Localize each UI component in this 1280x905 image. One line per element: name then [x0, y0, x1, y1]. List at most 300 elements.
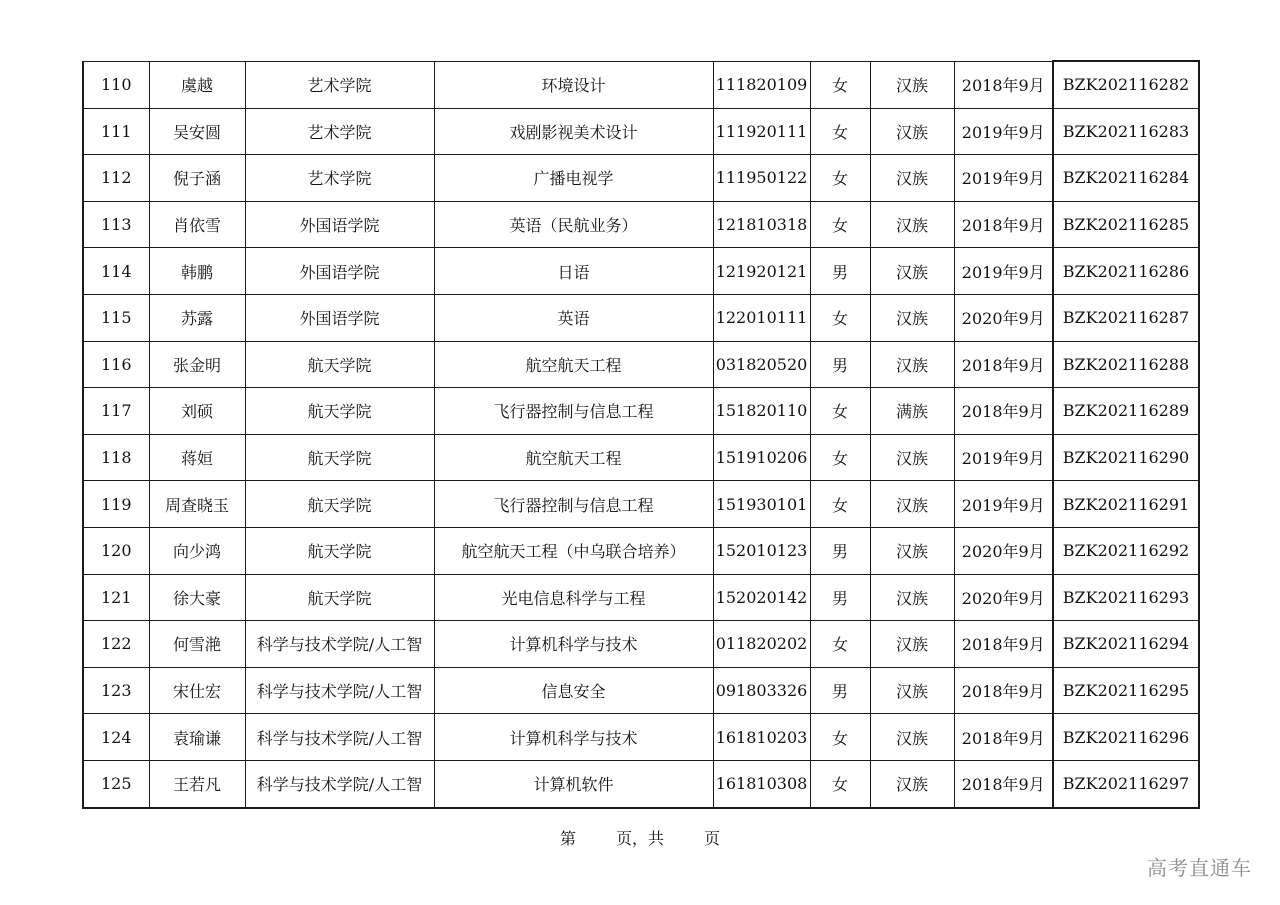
ethnicity: 满族 — [895, 402, 928, 422]
major-name-cell — [434, 760, 713, 807]
table-row — [83, 388, 1199, 435]
student-name-cell — [149, 248, 245, 295]
college-name-cell — [245, 341, 434, 388]
ethnicity-cell — [870, 527, 954, 574]
student-name-cell — [149, 155, 245, 202]
major-name-cell — [434, 481, 713, 528]
student-id-cell — [713, 527, 810, 574]
college-name-cell — [245, 201, 434, 248]
student-name: 韩鹏 — [180, 262, 213, 282]
student-id-cell — [713, 481, 810, 528]
gender: 男 — [831, 682, 848, 702]
college-name: 外国语学院 — [299, 309, 380, 329]
gender-cell — [810, 574, 870, 621]
table-row — [83, 667, 1199, 714]
gender-cell — [810, 61, 870, 108]
college-name-cell — [245, 667, 434, 714]
certificate-number-cell — [1053, 341, 1199, 388]
student-name: 肖依雪 — [172, 216, 221, 236]
college-name: 航天学院 — [307, 495, 372, 515]
student-name-cell — [149, 434, 245, 481]
college-name: 艺术学院 — [307, 169, 372, 189]
gender: 男 — [831, 588, 848, 608]
college-name: 艺术学院 — [307, 122, 372, 142]
student-name-cell — [149, 341, 245, 388]
gender: 女 — [831, 169, 848, 189]
ethnicity-cell — [870, 621, 954, 668]
ethnicity: 汉族 — [895, 682, 928, 702]
student-name: 宋仕宏 — [172, 682, 221, 702]
college-name-cell — [245, 621, 434, 668]
major-name-cell — [434, 155, 713, 202]
row-number: 115 — [100, 308, 132, 328]
ethnicity-cell — [870, 155, 954, 202]
row-number: 113 — [100, 215, 132, 235]
row-number-cell — [83, 155, 149, 202]
student-name-cell — [149, 108, 245, 155]
enrollment-date: 2018年9月 — [961, 775, 1045, 795]
college-name: 航天学院 — [307, 449, 372, 469]
major-name: 信息安全 — [541, 682, 606, 702]
gender: 女 — [831, 775, 848, 795]
ethnicity: 汉族 — [895, 309, 928, 329]
certificate-number-cell — [1053, 481, 1199, 528]
college-name-cell — [245, 294, 434, 341]
student-name: 吴安圆 — [172, 122, 221, 142]
student-id-cell — [713, 294, 810, 341]
gender: 女 — [831, 728, 848, 748]
gender-cell — [810, 388, 870, 435]
college-name: 科学与技术学院/人工智 — [256, 682, 423, 702]
ethnicity-cell — [870, 201, 954, 248]
major-name-cell — [434, 294, 713, 341]
student-name: 倪子涵 — [172, 169, 221, 189]
table-row — [83, 341, 1199, 388]
student-id-cell — [713, 61, 810, 108]
ethnicity: 汉族 — [895, 355, 928, 375]
enrollment-date: 2019年9月 — [961, 122, 1045, 142]
table-row — [83, 248, 1199, 295]
enrollment-date-cell — [954, 714, 1053, 761]
table-row — [83, 760, 1199, 807]
ethnicity-cell — [870, 388, 954, 435]
row-number-cell — [83, 248, 149, 295]
row-number: 122 — [100, 634, 132, 654]
student-name: 何雪滟 — [172, 635, 221, 655]
student-id-cell — [713, 108, 810, 155]
student-id: 111920111 — [715, 121, 808, 141]
major-name: 计算机软件 — [533, 775, 614, 795]
student-name-cell — [149, 388, 245, 435]
student-id-cell — [713, 248, 810, 295]
certificate-number-cell — [1053, 434, 1199, 481]
certificate-number: BZK202116296 — [1062, 727, 1190, 747]
student-id: 152020142 — [715, 587, 808, 607]
gender-cell — [810, 667, 870, 714]
enrollment-date: 2018年9月 — [961, 355, 1045, 375]
row-number: 123 — [100, 681, 132, 701]
major-name: 英语（民航业务） — [509, 216, 638, 236]
gender-cell — [810, 248, 870, 295]
row-number-cell — [83, 341, 149, 388]
watermark-text: 高考直通车 — [1147, 856, 1252, 880]
enrollment-date: 2019年9月 — [961, 495, 1045, 515]
row-number: 112 — [100, 168, 132, 188]
row-number: 116 — [100, 354, 132, 374]
certificate-number: BZK202116293 — [1062, 587, 1190, 607]
page-middle: 页，共 — [615, 829, 664, 848]
gender-cell — [810, 201, 870, 248]
major-name: 飞行器控制与信息工程 — [493, 402, 654, 422]
enrollment-date-cell — [954, 760, 1053, 807]
ethnicity: 汉族 — [895, 495, 928, 515]
certificate-number: BZK202116288 — [1062, 354, 1190, 374]
gender: 女 — [831, 122, 848, 142]
college-name: 航天学院 — [307, 355, 372, 375]
certificate-number: BZK202116287 — [1062, 308, 1190, 328]
row-number-cell — [83, 388, 149, 435]
enrollment-date-cell — [954, 61, 1053, 108]
major-name-cell — [434, 667, 713, 714]
certificate-number-cell — [1053, 714, 1199, 761]
college-name: 航天学院 — [307, 402, 372, 422]
college-name-cell — [245, 155, 434, 202]
major-name-cell — [434, 714, 713, 761]
student-name: 张金明 — [172, 355, 221, 375]
certificate-number-cell — [1053, 155, 1199, 202]
college-name-cell — [245, 434, 434, 481]
gender-cell — [810, 527, 870, 574]
row-number-cell — [83, 434, 149, 481]
roster-table — [82, 60, 1200, 809]
major-name-cell — [434, 248, 713, 295]
college-name-cell — [245, 248, 434, 295]
college-name-cell — [245, 108, 434, 155]
enrollment-date-cell — [954, 248, 1053, 295]
student-id: 122010111 — [715, 308, 808, 328]
student-name-cell — [149, 574, 245, 621]
student-id: 011820202 — [715, 634, 808, 654]
student-name: 徐大豪 — [172, 588, 221, 608]
college-name: 科学与技术学院/人工智 — [256, 635, 423, 655]
college-name-cell — [245, 574, 434, 621]
student-id: 121920121 — [715, 261, 808, 281]
student-id: 111950122 — [715, 168, 808, 188]
ethnicity: 汉族 — [895, 542, 928, 562]
certificate-number: BZK202116286 — [1062, 261, 1190, 281]
certificate-number: BZK202116283 — [1062, 121, 1190, 141]
certificate-number-cell — [1053, 294, 1199, 341]
certificate-number-cell — [1053, 760, 1199, 807]
ethnicity: 汉族 — [895, 449, 928, 469]
college-name-cell — [245, 714, 434, 761]
student-name: 刘硕 — [180, 402, 213, 422]
table-row — [83, 155, 1199, 202]
row-number-cell — [83, 481, 149, 528]
table-row — [83, 61, 1199, 108]
gender-cell — [810, 434, 870, 481]
row-number: 110 — [100, 75, 132, 95]
student-name-cell — [149, 481, 245, 528]
student-id: 151820110 — [715, 401, 808, 421]
enrollment-date: 2018年9月 — [961, 728, 1045, 748]
enrollment-date-cell — [954, 481, 1053, 528]
major-name: 计算机科学与技术 — [509, 728, 638, 748]
student-name: 向少鸿 — [172, 542, 221, 562]
ethnicity-cell — [870, 248, 954, 295]
ethnicity: 汉族 — [895, 122, 928, 142]
certificate-number: BZK202116285 — [1062, 215, 1190, 235]
certificate-number: BZK202116289 — [1062, 401, 1190, 421]
college-name: 外国语学院 — [299, 262, 380, 282]
student-name: 袁瑜谦 — [172, 728, 221, 748]
college-name: 外国语学院 — [299, 216, 380, 236]
ethnicity-cell — [870, 434, 954, 481]
enrollment-date: 2018年9月 — [961, 402, 1045, 422]
student-id-cell — [713, 574, 810, 621]
ethnicity-cell — [870, 294, 954, 341]
enrollment-date: 2018年9月 — [961, 76, 1045, 96]
gender-cell — [810, 760, 870, 807]
college-name-cell — [245, 527, 434, 574]
table-row — [83, 574, 1199, 621]
college-name: 科学与技术学院/人工智 — [256, 728, 423, 748]
certificate-number-cell — [1053, 201, 1199, 248]
row-number: 125 — [100, 774, 132, 794]
ethnicity-cell — [870, 61, 954, 108]
row-number-cell — [83, 61, 149, 108]
college-name-cell — [245, 760, 434, 807]
ethnicity: 汉族 — [895, 588, 928, 608]
major-name: 戏剧影视美术设计 — [509, 122, 638, 142]
certificate-number: BZK202116291 — [1062, 494, 1190, 514]
ethnicity-cell — [870, 341, 954, 388]
enrollment-date: 2020年9月 — [961, 588, 1045, 608]
student-id: 151910206 — [715, 448, 808, 468]
row-number-cell — [83, 294, 149, 341]
student-id: 161810203 — [715, 727, 808, 747]
student-name-cell — [149, 201, 245, 248]
gender-cell — [810, 621, 870, 668]
enrollment-date: 2020年9月 — [961, 309, 1045, 329]
major-name: 航空航天工程 — [525, 355, 622, 375]
major-name: 日语 — [557, 262, 590, 282]
gender-cell — [810, 294, 870, 341]
row-number: 124 — [100, 727, 132, 747]
enrollment-date: 2018年9月 — [961, 635, 1045, 655]
row-number: 117 — [100, 401, 132, 421]
gender-cell — [810, 481, 870, 528]
student-name: 虞越 — [180, 76, 213, 96]
page-suffix: 页 — [704, 829, 721, 848]
student-id-cell — [713, 201, 810, 248]
gender: 女 — [831, 76, 848, 96]
gender-cell — [810, 341, 870, 388]
row-number: 119 — [100, 494, 132, 514]
major-name: 航空航天工程 — [525, 449, 622, 469]
row-number-cell — [83, 527, 149, 574]
major-name-cell — [434, 527, 713, 574]
enrollment-date-cell — [954, 388, 1053, 435]
student-id: 161810308 — [715, 774, 808, 794]
certificate-number: BZK202116294 — [1062, 634, 1190, 654]
roster-sheet — [82, 60, 1198, 809]
row-number-cell — [83, 667, 149, 714]
gender: 女 — [831, 495, 848, 515]
gender: 女 — [831, 449, 848, 469]
ethnicity: 汉族 — [895, 728, 928, 748]
gender-cell — [810, 714, 870, 761]
ethnicity: 汉族 — [895, 216, 928, 236]
enrollment-date-cell — [954, 155, 1053, 202]
college-name: 科学与技术学院/人工智 — [256, 775, 423, 795]
student-id: 091803326 — [715, 681, 808, 701]
college-name-cell — [245, 388, 434, 435]
student-id-cell — [713, 434, 810, 481]
major-name: 光电信息科学与工程 — [501, 588, 646, 608]
ethnicity: 汉族 — [895, 262, 928, 282]
major-name: 计算机科学与技术 — [509, 635, 638, 655]
enrollment-date-cell — [954, 294, 1053, 341]
certificate-number-cell — [1053, 388, 1199, 435]
college-name-cell — [245, 61, 434, 108]
gender: 男 — [831, 542, 848, 562]
table-row — [83, 527, 1199, 574]
certificate-number: BZK202116297 — [1062, 774, 1190, 794]
student-id-cell — [713, 760, 810, 807]
student-name-cell — [149, 714, 245, 761]
college-name: 航天学院 — [307, 542, 372, 562]
student-name: 周查晓玉 — [164, 495, 229, 515]
enrollment-date-cell — [954, 201, 1053, 248]
student-name-cell — [149, 61, 245, 108]
certificate-number: BZK202116282 — [1062, 75, 1190, 95]
gender: 男 — [831, 262, 848, 282]
major-name-cell — [434, 108, 713, 155]
college-name: 艺术学院 — [307, 76, 372, 96]
enrollment-date-cell — [954, 667, 1053, 714]
ethnicity-cell — [870, 481, 954, 528]
major-name-cell — [434, 388, 713, 435]
enrollment-date-cell — [954, 434, 1053, 481]
enrollment-date: 2019年9月 — [961, 262, 1045, 282]
row-number: 114 — [100, 261, 132, 281]
student-name: 蒋姮 — [180, 449, 213, 469]
gender: 女 — [831, 216, 848, 236]
page-footer — [0, 826, 1280, 849]
row-number-cell — [83, 108, 149, 155]
ethnicity: 汉族 — [895, 775, 928, 795]
student-id-cell — [713, 714, 810, 761]
gender: 女 — [831, 635, 848, 655]
ethnicity: 汉族 — [895, 76, 928, 96]
student-id-cell — [713, 341, 810, 388]
student-name-cell — [149, 760, 245, 807]
enrollment-date-cell — [954, 527, 1053, 574]
ethnicity-cell — [870, 574, 954, 621]
table-row — [83, 434, 1199, 481]
student-name-cell — [149, 621, 245, 668]
student-id-cell — [713, 388, 810, 435]
ethnicity-cell — [870, 108, 954, 155]
ethnicity: 汉族 — [895, 635, 928, 655]
student-id-cell — [713, 155, 810, 202]
student-id: 031820520 — [715, 354, 808, 374]
gender: 男 — [831, 355, 848, 375]
row-number: 121 — [100, 587, 132, 607]
enrollment-date-cell — [954, 341, 1053, 388]
major-name: 英语 — [557, 309, 590, 329]
major-name: 航空航天工程（中乌联合培养） — [461, 542, 686, 562]
certificate-number-cell — [1053, 574, 1199, 621]
gender-cell — [810, 155, 870, 202]
row-number-cell — [83, 714, 149, 761]
ethnicity-cell — [870, 667, 954, 714]
gender: 女 — [831, 402, 848, 422]
student-name-cell — [149, 294, 245, 341]
enrollment-date-cell — [954, 621, 1053, 668]
table-row — [83, 481, 1199, 528]
certificate-number: BZK202116292 — [1062, 541, 1190, 561]
student-name: 苏露 — [180, 309, 213, 329]
student-name-cell — [149, 527, 245, 574]
certificate-number-cell — [1053, 108, 1199, 155]
major-name-cell — [434, 61, 713, 108]
ethnicity-cell — [870, 760, 954, 807]
major-name: 广播电视学 — [533, 169, 614, 189]
ethnicity-cell — [870, 714, 954, 761]
certificate-number: BZK202116290 — [1062, 448, 1190, 468]
table-row — [83, 714, 1199, 761]
certificate-number-cell — [1053, 61, 1199, 108]
major-name: 环境设计 — [541, 76, 606, 96]
row-number: 120 — [100, 541, 132, 561]
row-number: 118 — [100, 448, 132, 468]
student-name: 王若凡 — [172, 775, 221, 795]
row-number-cell — [83, 760, 149, 807]
major-name-cell — [434, 341, 713, 388]
college-name-cell — [245, 481, 434, 528]
enrollment-date: 2018年9月 — [961, 216, 1045, 236]
certificate-number-cell — [1053, 527, 1199, 574]
certificate-number-cell — [1053, 667, 1199, 714]
student-id-cell — [713, 621, 810, 668]
major-name-cell — [434, 621, 713, 668]
row-number-cell — [83, 621, 149, 668]
certificate-number-cell — [1053, 621, 1199, 668]
student-id: 111820109 — [715, 75, 808, 95]
gender: 女 — [831, 309, 848, 329]
enrollment-date: 2019年9月 — [961, 449, 1045, 469]
row-number: 111 — [100, 121, 132, 141]
student-id: 151930101 — [715, 494, 808, 514]
enrollment-date-cell — [954, 574, 1053, 621]
student-id: 121810318 — [715, 215, 808, 235]
table-row — [83, 201, 1199, 248]
table-row — [83, 108, 1199, 155]
row-number-cell — [83, 574, 149, 621]
major-name-cell — [434, 434, 713, 481]
enrollment-date-cell — [954, 108, 1053, 155]
college-name: 航天学院 — [307, 588, 372, 608]
student-id-cell — [713, 667, 810, 714]
major-name: 飞行器控制与信息工程 — [493, 495, 654, 515]
enrollment-date: 2019年9月 — [961, 169, 1045, 189]
row-number-cell — [83, 201, 149, 248]
roster-body — [83, 61, 1199, 808]
major-name-cell — [434, 201, 713, 248]
student-id: 152010123 — [715, 541, 808, 561]
